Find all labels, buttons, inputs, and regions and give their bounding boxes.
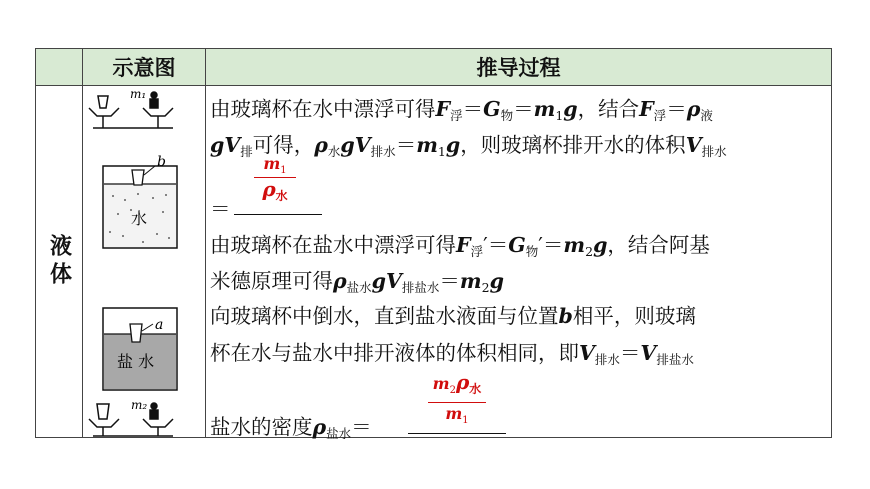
derivation-token: 2 <box>585 244 594 259</box>
derivation-token: ＝ <box>210 197 231 221</box>
derivation-token: 2 <box>449 385 456 396</box>
derivation-token: ρ <box>333 269 347 293</box>
derivation-token: 盐水 <box>346 280 372 295</box>
derivation-token: 排盐水 <box>401 280 440 295</box>
side-label-cell <box>35 85 83 438</box>
derivation-token: ρ <box>312 415 327 439</box>
label-m1: m₁ <box>130 87 147 101</box>
line-7 <box>210 336 694 368</box>
v: F <box>639 97 654 121</box>
derivation-token: F <box>456 233 471 257</box>
derivation-token: m <box>459 269 482 293</box>
v: m <box>416 133 438 157</box>
beaker-salt-water <box>103 308 177 390</box>
derivation-token: 1 <box>280 165 287 176</box>
derivation-token: 排水 <box>594 352 620 367</box>
sub: 水 <box>327 144 341 159</box>
v: F <box>435 97 451 121</box>
line-8 <box>210 410 372 442</box>
derivation-token: V <box>579 341 595 365</box>
line-1 <box>210 92 713 124</box>
v: V <box>685 133 702 157</box>
derivation-token: 杯在水与盐水中排开液体的体积相同，即 <box>210 341 579 365</box>
v: V <box>354 133 371 157</box>
beaker-water <box>103 166 177 248</box>
derivation-token: g <box>593 233 608 257</box>
derivation-token: ，结合阿基 <box>607 233 710 257</box>
derivation-token: 相平，则玻璃 <box>572 304 696 328</box>
answer-fraction-2 <box>422 372 492 426</box>
header-diagram: 示意图 <box>82 48 206 86</box>
v: ρ <box>686 97 701 121</box>
t: 可得， <box>252 133 315 157</box>
v: m <box>533 97 556 121</box>
t: ＝ <box>513 97 534 121</box>
t: ，结合 <box>577 97 640 121</box>
v: G <box>483 97 501 121</box>
label-b: b <box>157 154 166 170</box>
label-water: 水 <box>131 209 148 228</box>
derivation-token: 盐水 <box>326 426 352 441</box>
sub: 排水 <box>701 144 727 159</box>
derivation-token: 排盐水 <box>656 352 694 367</box>
sub: 1 <box>555 108 564 123</box>
line-4 <box>210 228 710 260</box>
derivation-token: 水 <box>469 382 482 396</box>
label-salt-water: 盐 水 <box>117 352 155 371</box>
sub: 排 <box>240 144 253 159</box>
t: 由玻璃杯在水中漂浮可得 <box>210 97 436 121</box>
t: ＝ <box>462 97 484 121</box>
label-m2: m₂ <box>131 398 148 412</box>
sub: 物 <box>500 108 514 123</box>
derivation-token: 物 <box>525 244 539 259</box>
derivation-token: ＝ <box>351 415 372 439</box>
v: g <box>340 133 355 157</box>
experiment-diagram <box>83 86 205 437</box>
answer-fraction-1 <box>250 154 300 206</box>
sub: 排水 <box>370 144 396 159</box>
v: g <box>445 133 461 157</box>
frac2-numerator <box>422 372 492 401</box>
t: ，则玻璃杯排开水的体积 <box>460 133 686 157</box>
answer-blank-2 <box>408 433 506 434</box>
frac1-numerator <box>250 154 300 176</box>
derivation-token: g <box>371 269 386 293</box>
derivation-token: 米德原理可得 <box>210 269 333 293</box>
diagram-cell <box>82 85 206 438</box>
header-derivation: 推导过程 <box>205 48 832 86</box>
derivation-token: ′＝ <box>483 233 509 257</box>
derivation-token: m <box>432 374 450 393</box>
derivation-token: ′＝ <box>538 233 564 257</box>
sub: 浮 <box>450 108 463 123</box>
derivation-token: b <box>558 304 573 328</box>
answer-blank-1 <box>234 214 322 215</box>
sub: 液 <box>700 108 713 123</box>
derivation-text <box>210 88 830 441</box>
derivation-token: ρ <box>262 177 276 201</box>
derivation-token: V <box>386 269 402 293</box>
derivation-token: 由玻璃杯在盐水中漂浮可得 <box>210 233 456 257</box>
side-label: 液体 <box>46 233 72 290</box>
derivation-token: ＝ <box>619 341 641 365</box>
derivation-token: 1 <box>462 415 469 426</box>
v: g <box>563 97 578 121</box>
line-6 <box>210 299 696 329</box>
derivation-token: m <box>445 404 463 423</box>
header-blank-cell <box>35 48 83 86</box>
derivation-token: ρ <box>455 370 470 394</box>
v: ρ <box>314 133 328 157</box>
v: g <box>210 133 225 157</box>
derivation-token: G <box>508 233 526 257</box>
line-5 <box>210 264 504 296</box>
t: ＝ <box>666 97 687 121</box>
frac2-denominator <box>422 404 492 426</box>
derivation-token: g <box>489 269 504 293</box>
derivation-token: 水 <box>275 189 288 203</box>
line-3 <box>210 192 231 222</box>
derivation-token: V <box>640 341 657 365</box>
derivation-token: 盐水的密度 <box>210 415 313 439</box>
sub: 1 <box>437 144 446 159</box>
derivation-token: 向玻璃杯中倒水，直到盐水液面与位置 <box>210 304 559 328</box>
v: V <box>224 133 241 157</box>
derivation-token: m <box>563 233 586 257</box>
derivation-token: 浮 <box>470 244 484 259</box>
derivation-token: m <box>263 154 281 173</box>
sub: 浮 <box>653 108 667 123</box>
derivation-token: 2 <box>481 280 490 295</box>
t: ＝ <box>395 133 417 157</box>
frac1-denominator <box>250 179 300 206</box>
derivation-token: ＝ <box>439 269 460 293</box>
label-a: a <box>155 317 164 333</box>
